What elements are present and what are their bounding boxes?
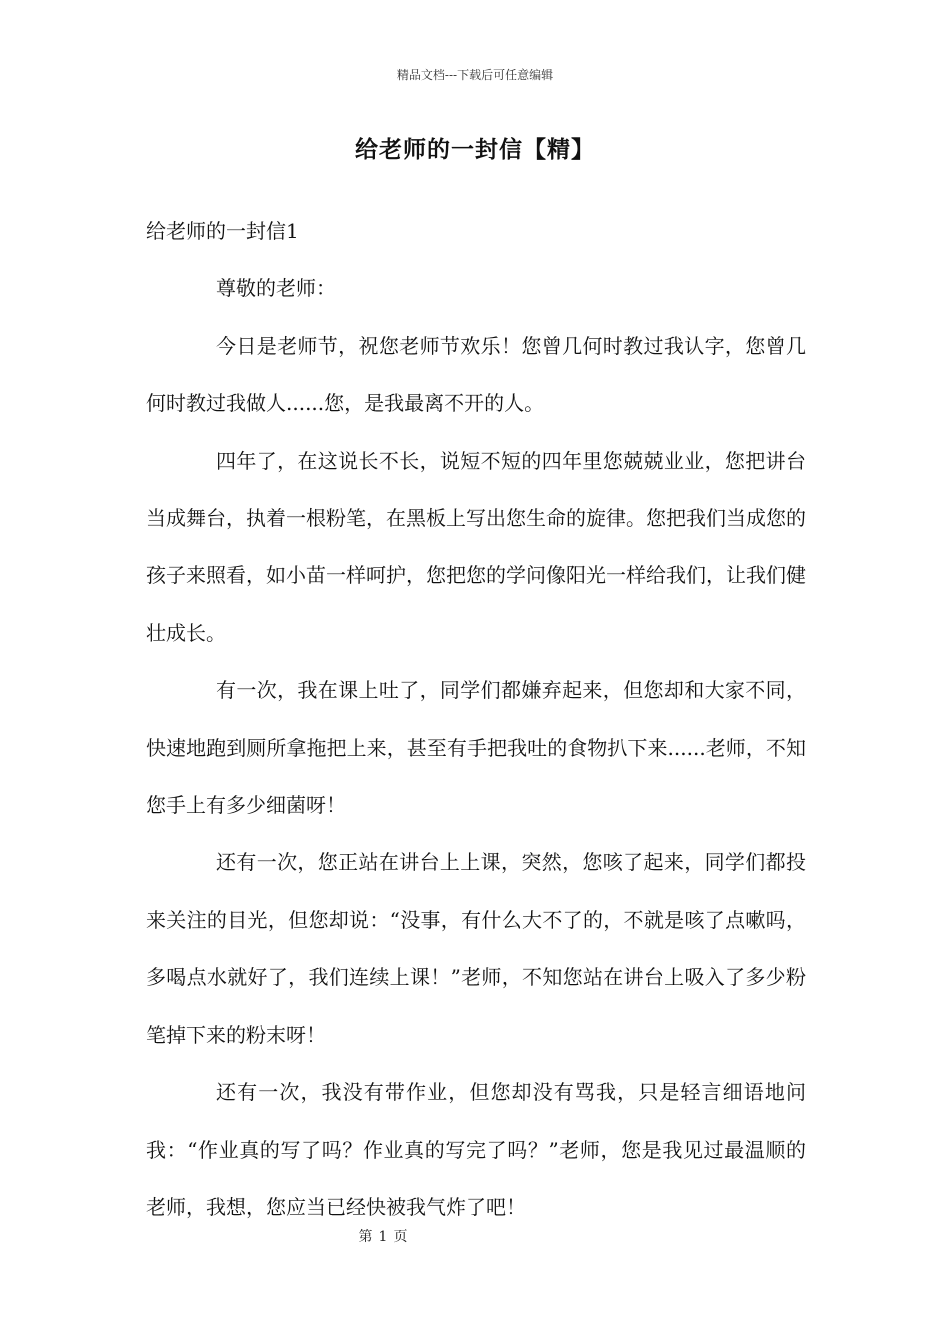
section-heading: 给老师的一封信1: [146, 219, 299, 243]
page-label-suffix: 页: [393, 1229, 408, 1245]
page-label-prefix: 第: [358, 1229, 373, 1245]
paragraph: 今日是老师节，祝您老师节欢乐！您曾几何时教过我认字，您曾几何时教过我做人......您，是我最离不开的人。: [146, 333, 806, 416]
paragraph: 还有一次，您正站在讲台上上课，突然，您咳了起来，同学们都投来关注的目光，但您却说：“没事，有什么大不了的，不就是咳了点嗽吗，多喝点水就好了，我们连续上课！”老师，不知您站在讲台上吸入了多少粉笔掉下来的粉末呀！: [146, 850, 806, 1047]
page-footer: [0, 1228, 766, 1246]
salutation: 尊敬的老师：: [216, 276, 336, 301]
page-header: 精品文档---下载后可任意编辑: [396, 68, 554, 82]
page-number: 1: [378, 1229, 388, 1245]
paragraph: 有一次，我在课上吐了，同学们都嫌弃起来，但您却和大家不同，快速地跑到厕所拿拖把上来，甚至有手把我吐的食物扒下来......老师，不知您手上有多少细菌呀！: [146, 678, 806, 818]
paragraph: 还有一次，我没有带作业，但您却没有骂我，只是轻言细语地问我：“作业真的写了吗？作业真的写完了吗？”老师，您是我见过最温顺的老师，我想，您应当已经快被我气炸了吧！: [146, 1080, 806, 1219]
document-title: 给老师的一封信【精】: [355, 136, 595, 163]
paragraph: 四年了，在这说长不长，说短不短的四年里您兢兢业业，您把讲台当成舞台，执着一根粉笔，在黑板上写出您生命的旋律。您把我们当成您的孩子来照看，如小苗一样呵护，您把您的学问像阳光一样给我们，让我们健壮成长。: [146, 448, 806, 645]
document-body: [146, 203, 806, 1236]
